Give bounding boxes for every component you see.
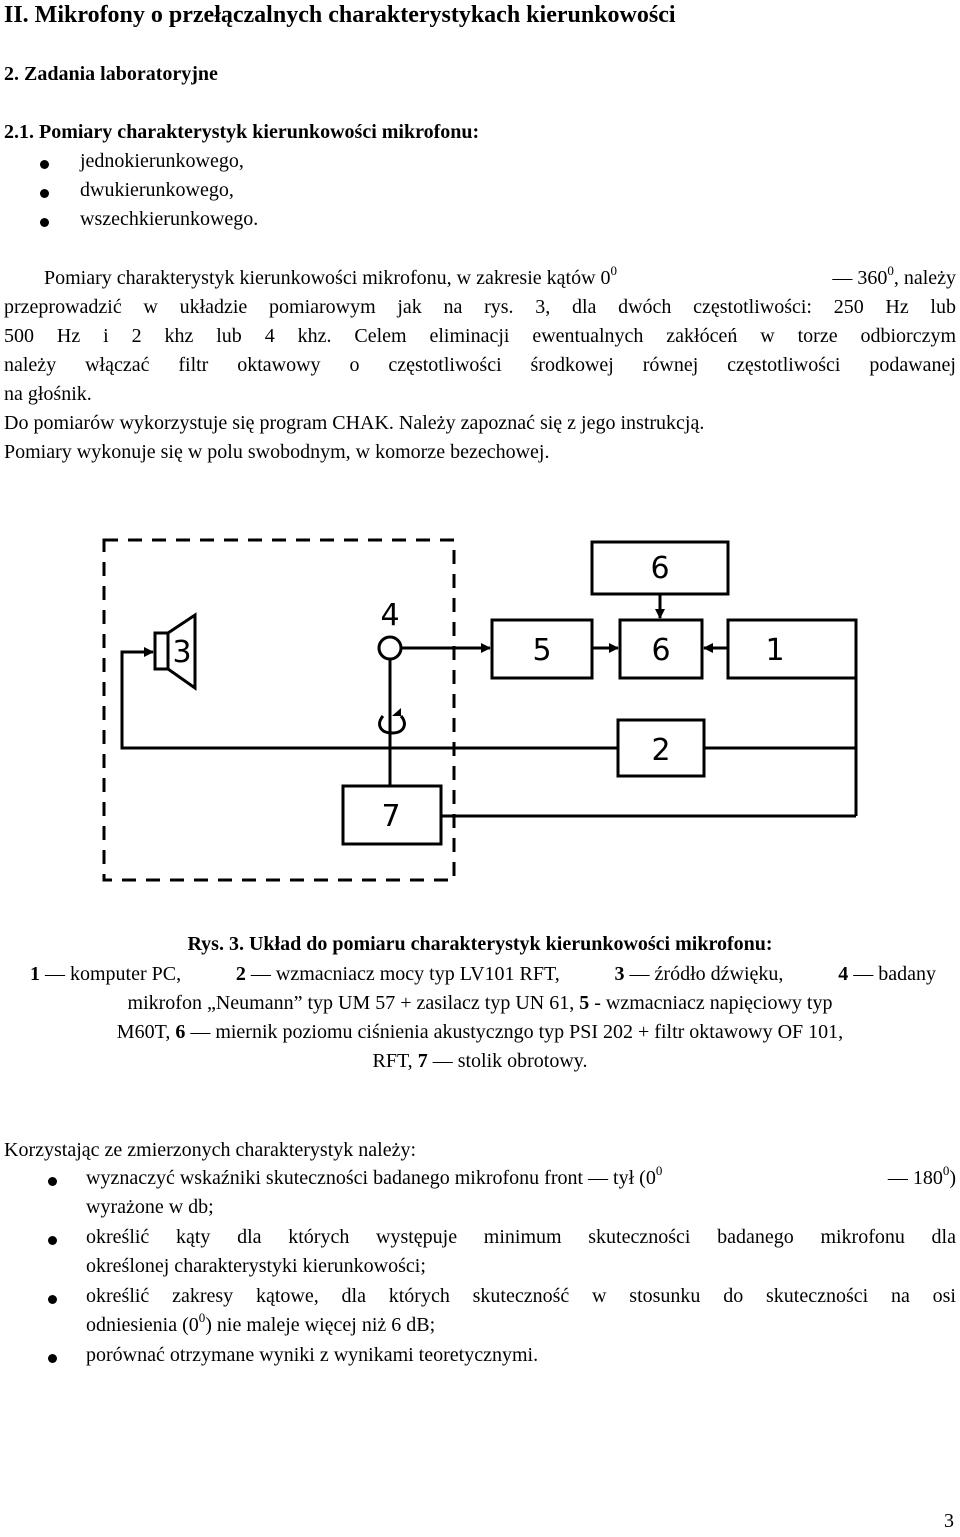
rotation-arrow [380,716,405,733]
block-label: 6 [651,633,671,668]
block-1 [728,620,856,678]
caption-line: 1 — komputer PC, 2 — wzmacniacz mocy typ LV101 RFT, 3 — źródło dźwięku, 4 — badany [30,963,936,985]
bullet-icon [48,1177,57,1186]
caption-line: M60T, 6 — miernik poziomu ciśnienia akustyczngo typ PSI 202 + filtr oktawowy OF 101, [116,1021,844,1043]
caption-line: RFT, 7 — stolik obrotowy. [372,1050,588,1072]
chapter-heading: II. Mikrofony o przełączalnych charakterystykach kierunkowości [4,2,676,28]
speaker-label: 3 [172,635,192,670]
microphone-label: 4 [380,598,400,633]
paragraph-line: Pomiary wykonuje się w polu swobodnym, w komorze bezechowej. [4,441,550,463]
block-label: 7 [381,799,401,834]
anechoic-chamber-outline [104,540,454,880]
paragraph-line: przeprowadzić w układzie pomiarowym jak na rys. 3, dla dwóch częstotliwości: 250 Hz lub [4,296,956,318]
bullet-icon [48,1354,57,1363]
list-item: dwukierunkowego, [80,179,234,201]
paragraph-line: Pomiary charakterystyk kierunkowości mikrofonu, w zakresie kątów $0^0$ — $360^0$, należy [44,263,956,289]
list-item: określić zakresy kątowe, dla których skuteczność w stosunku do skuteczności na osi [86,1285,956,1307]
paragraph-line: 500 Hz i 2 khz lub 4 khz. Celem eliminacji ewentualnych zakłóceń w torze odbiorczym [4,325,956,347]
section-heading: 2. Zadania laboratoryjne [4,63,218,85]
bullet-icon [48,1295,57,1304]
list-item: porównać otrzymane wyniki z wynikami teoretycznymi. [86,1344,539,1366]
list-item: wyznaczyć wskaźniki skuteczności badanego mikrofonu front — tył ($0^0$ — $180^0$) [86,1163,956,1189]
bullet-icon [48,1236,57,1245]
speaker-body [155,633,168,669]
list-item-continued: określonej charakterystyki kierunkowości; [86,1255,426,1277]
block-label: 5 [532,633,552,668]
paragraph-line: Do pomiarów wykorzystuje się program CHAK. Należy zapoznać się z jego instrukcją. [4,412,705,434]
page-number: 3 [944,1510,954,1532]
paragraph-line: na głośnik. [4,383,92,405]
block-label: 6 [650,551,670,586]
block-label: 2 [651,733,671,768]
list-item: jednokierunkowego, [80,150,244,172]
block-label: 1 [765,633,785,668]
caption-line: mikrofon „Neumann” typ UM 57 + zasilacz typ UN 61, 5 - wzmacniacz napięciowy typ [127,992,833,1014]
list-item-continued: wyrażone w db; [86,1196,214,1218]
list-item: określić kąty dla których występuje minimum skuteczności badanego mikrofonu dla [86,1226,956,1248]
list-item: wszechkierunkowego. [80,208,259,230]
subsection-heading: 2.1. Pomiary charakterystyk kierunkowości mikrofonu: [4,121,480,143]
tasks-intro: Korzystając ze zmierzonych charakterystyk należy: [4,1139,417,1161]
list-item-continued: odniesienia $(0^0)$ nie maleje więcej niż 6 dB; [86,1310,436,1336]
paragraph-line: należy włączać filtr oktawowy o częstotliwości środkowej równej częstotliwości podawanej [4,354,956,376]
microphone-symbol [379,637,401,659]
caption-title: Rys. 3. Układ do pomiaru charakterystyk kierunkowości mikrofonu: [187,933,773,955]
